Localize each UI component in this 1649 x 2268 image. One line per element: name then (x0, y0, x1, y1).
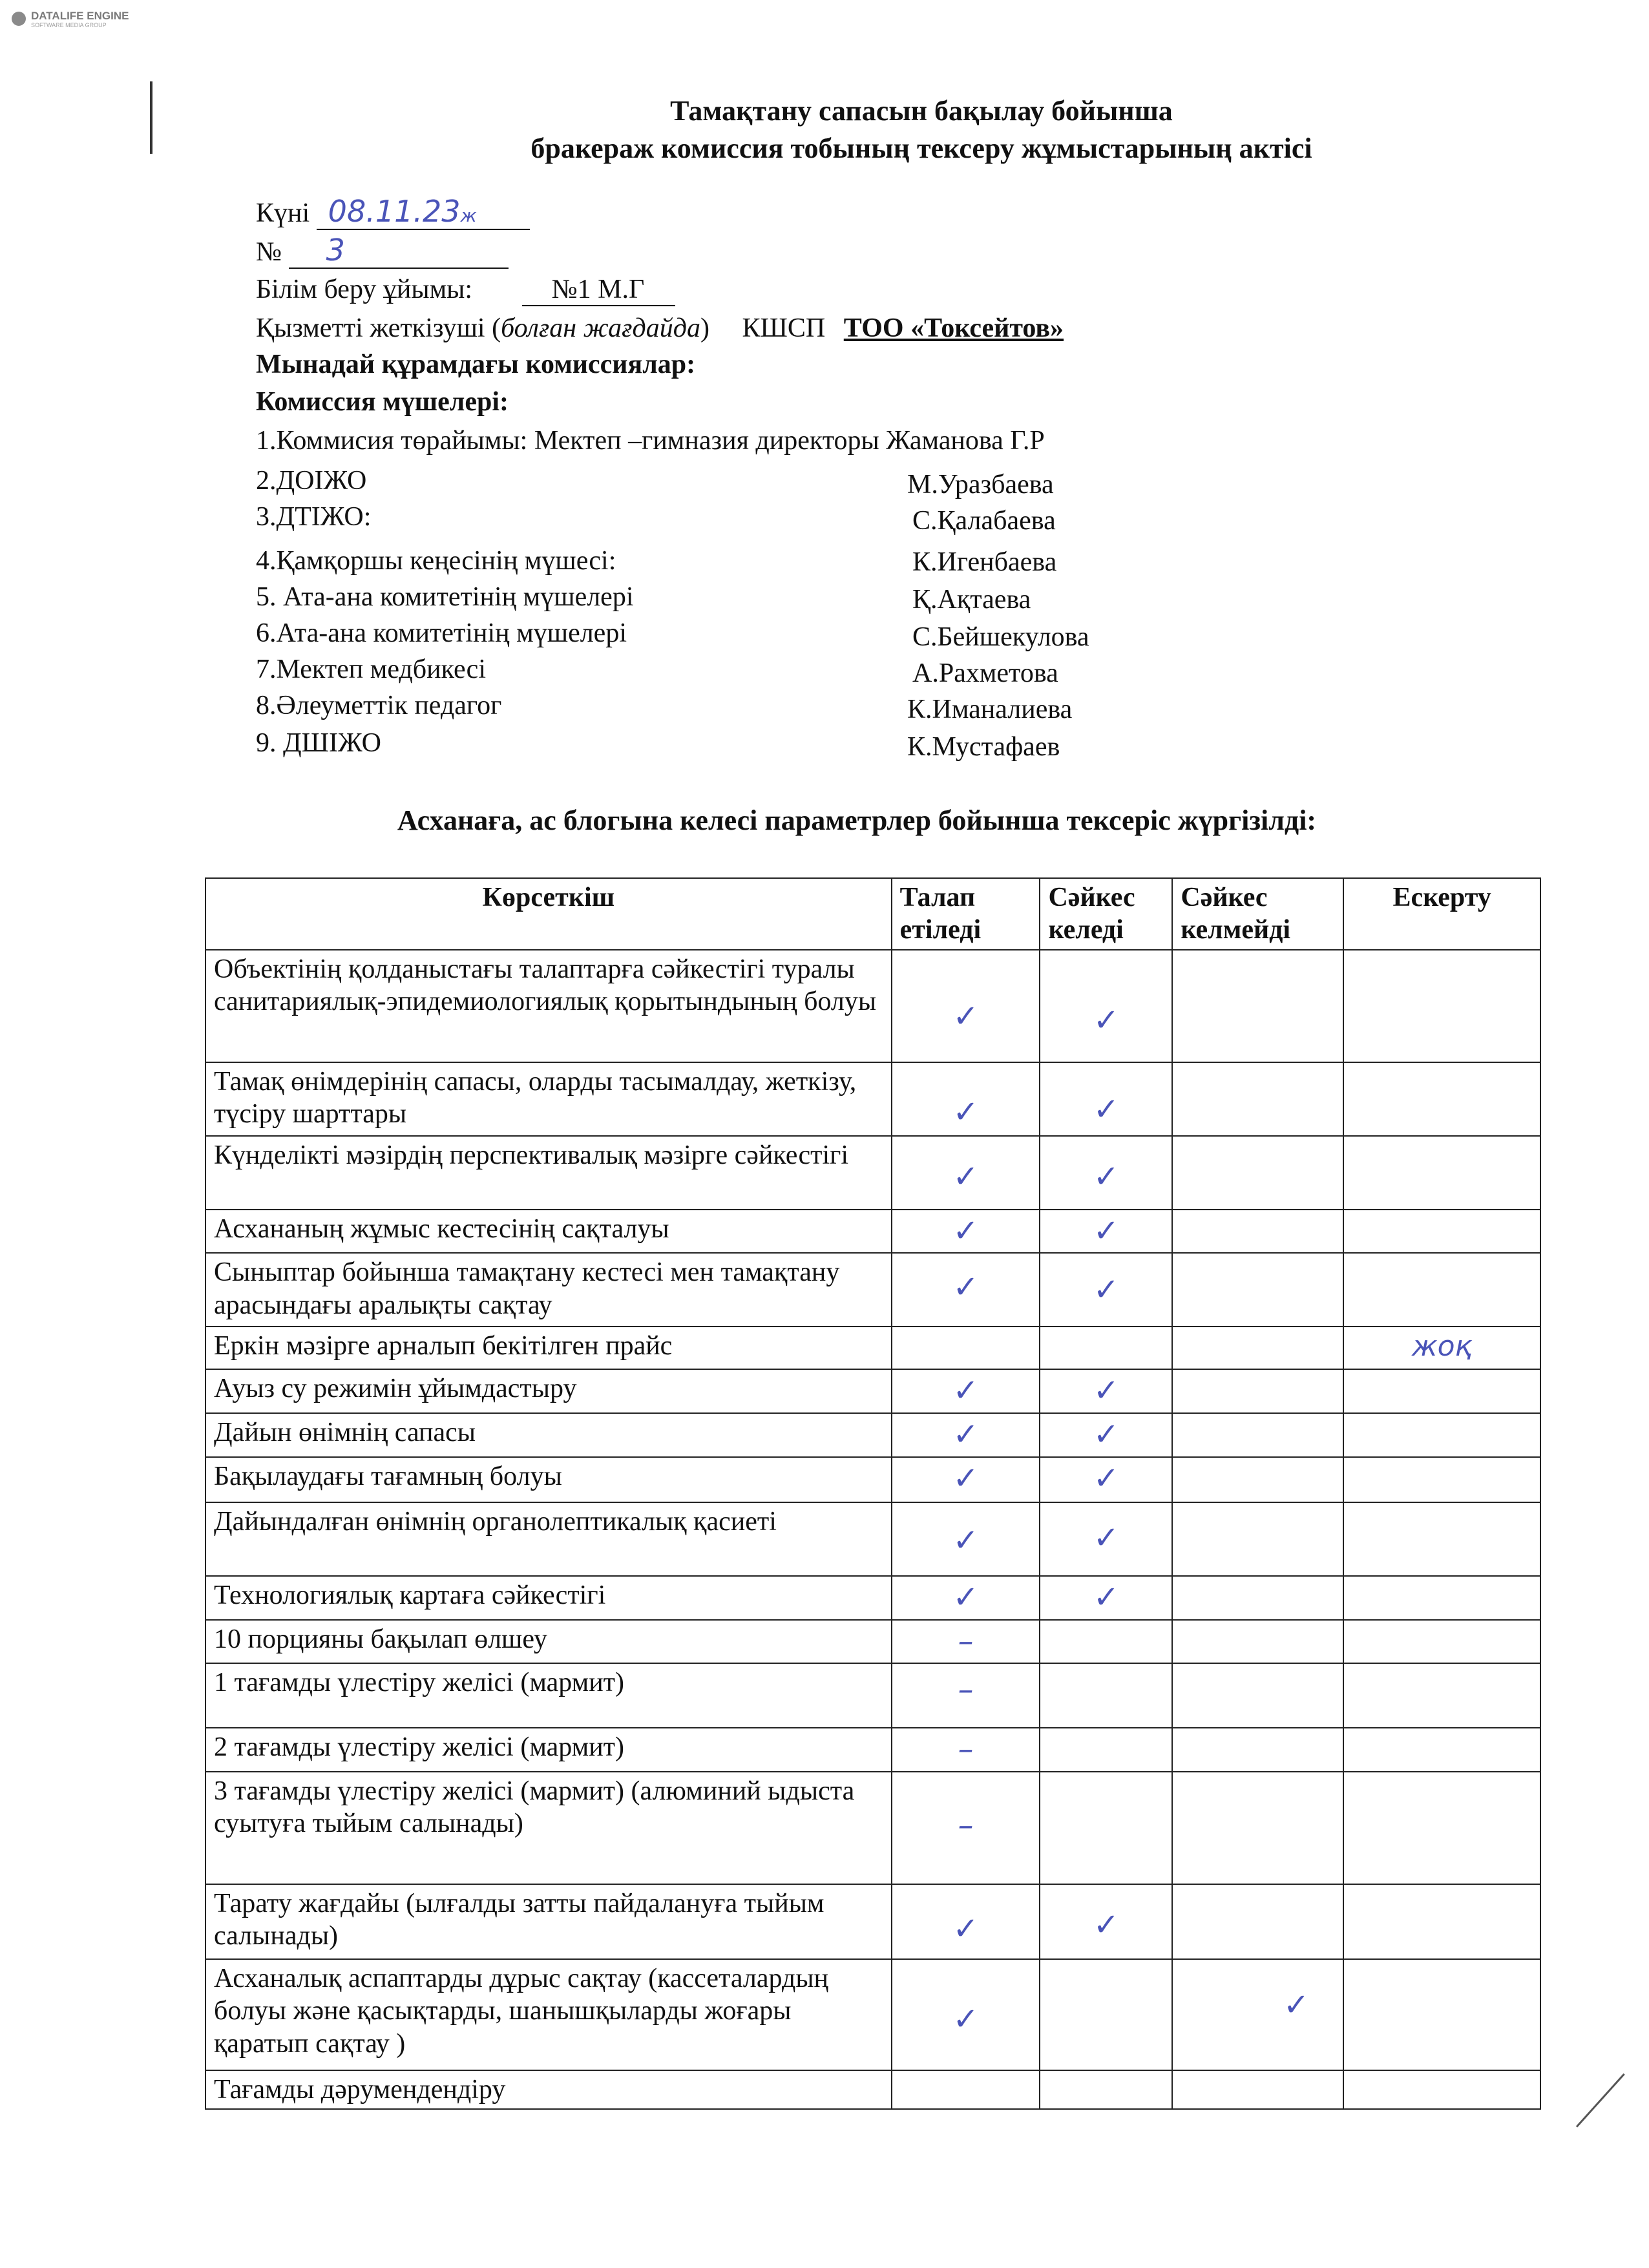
cell-required (892, 1136, 1040, 1210)
row-label: Асхананың жұмыс кестесінің сақталуы (205, 1210, 892, 1254)
cell-complies (1040, 950, 1172, 1062)
table-row (205, 1210, 1540, 1254)
row-label: 3 тағамды үлестіру желісі (мармит) (алюминий ыдыста суытуға тыйым салынады) (205, 1772, 892, 1884)
dash-mark: – (958, 1622, 974, 1659)
cell-complies (1040, 1502, 1172, 1576)
cell-complies (1040, 1576, 1172, 1620)
cell-complies (1040, 1728, 1172, 1772)
cell-not-complies (1172, 1253, 1343, 1327)
dash-mark: – (958, 1731, 974, 1768)
check-mark: ✓ (952, 1579, 979, 1615)
check-mark: ✓ (952, 1093, 979, 1130)
composition-heading: Мынадай құрамдағы комиссиялар: (256, 350, 696, 379)
logo-icon (12, 12, 26, 26)
date-line (256, 194, 530, 230)
check-mark: ✓ (952, 1460, 979, 1496)
check-mark: ✓ (1093, 1372, 1120, 1409)
cell-note (1343, 1413, 1540, 1457)
cell-complies (1040, 1062, 1172, 1136)
cell-not-complies (1172, 2070, 1343, 2109)
cell-note (1343, 1062, 1540, 1136)
col-header-complies: Сәйкес келеді (1040, 878, 1172, 950)
cell-not-complies (1172, 1959, 1343, 2070)
cell-required (892, 1210, 1040, 1254)
check-mark: ✓ (952, 1522, 979, 1559)
cell-note (1343, 1327, 1540, 1369)
org-label: Білім беру ұйымы: (256, 275, 473, 304)
dash-mark: – (958, 1672, 974, 1708)
cell-required (892, 1884, 1040, 1959)
provider-label-italic: болған жағдайда (501, 313, 701, 343)
cell-not-complies (1172, 1210, 1343, 1254)
check-mark: ✓ (952, 1269, 979, 1306)
scan-corner-mark (1576, 2074, 1625, 2128)
cell-complies (1040, 1663, 1172, 1728)
row-label: 1 тағамды үлестіру желісі (мармит) (205, 1663, 892, 1728)
cell-note (1343, 2070, 1540, 2109)
check-mark: ✓ (1093, 1002, 1120, 1038)
table-row (205, 1884, 1540, 1959)
cell-note (1343, 1210, 1540, 1254)
cell-not-complies (1172, 1062, 1343, 1136)
document-title-line-2: бракераж комиссия тобының тексеру жұмыстарының актісі (530, 132, 1312, 164)
row-label: Тарату жағдайы (ылғалды затты пайдалануға тыйым салынады) (205, 1884, 892, 1959)
cell-required (892, 1663, 1040, 1728)
cell-required (892, 1620, 1040, 1664)
org-line (256, 274, 675, 306)
provider-value: ТОО «Токсейтов» (843, 313, 1064, 343)
cell-not-complies (1172, 1457, 1343, 1502)
check-mark: ✓ (1093, 1906, 1120, 1943)
org-value: №1 М.Г (522, 274, 676, 306)
date-suffix: ж (460, 205, 477, 226)
provider-prefix: КШСП (742, 313, 826, 343)
cell-required (892, 2070, 1040, 2109)
member-role: 8.Әлеуметтік педагог (256, 691, 502, 720)
document-title-line-1: Тамақтану сапасын бақылау бойынша (670, 95, 1173, 127)
col-header-indicator: Көрсеткіш (205, 878, 892, 950)
row-label: Ауыз су режимін ұйымдастыру (205, 1369, 892, 1413)
table-row (205, 1502, 1540, 1576)
row-label: Күнделікті мәзірдің перспективалық мәзірге сәйкестігі (205, 1136, 892, 1210)
col-header-not-complies: Сәйкес келмейді (1172, 878, 1343, 950)
cell-not-complies (1172, 1728, 1343, 1772)
cell-note (1343, 1502, 1540, 1576)
cell-note (1343, 1663, 1540, 1728)
cell-note (1343, 1457, 1540, 1502)
check-mark: ✓ (1093, 1272, 1120, 1308)
row-label: 2 тағамды үлестіру желісі (мармит) (205, 1728, 892, 1772)
inspection-table (205, 877, 1541, 2110)
cell-complies (1040, 1136, 1172, 1210)
provider-label-a: Қызметті жеткізуші ( (256, 313, 501, 343)
cell-not-complies (1172, 1772, 1343, 1884)
member-name: А.Рахметова (912, 658, 1058, 688)
cell-note (1343, 1620, 1540, 1664)
cell-note (1343, 1136, 1540, 1210)
row-label: Тамақ өнімдерінің сапасы, оларды тасымалдау, жеткізу, түсіру шарттары (205, 1062, 892, 1136)
cell-required (892, 1413, 1040, 1457)
note-text: жоқ (1412, 1330, 1473, 1363)
row-label: Дайын өнімнің сапасы (205, 1413, 892, 1457)
cell-complies (1040, 1772, 1172, 1884)
number-field (289, 233, 509, 269)
member-role: 3.ДТІЖО: (256, 502, 372, 532)
table-row (205, 1772, 1540, 1884)
row-label: Дайындалған өнімнің органолептикалық қасиеті (205, 1502, 892, 1576)
cell-not-complies (1172, 950, 1343, 1062)
cell-not-complies (1172, 1620, 1343, 1664)
cell-required (892, 1369, 1040, 1413)
cell-complies (1040, 1210, 1172, 1254)
check-mark: ✓ (952, 2000, 979, 2037)
table-row (205, 1663, 1540, 1728)
cell-required (892, 1959, 1040, 2070)
check-mark: ✓ (952, 998, 979, 1034)
member-name: К.Игенбаева (912, 547, 1057, 577)
provider-line (256, 313, 1064, 344)
table-row (205, 2070, 1540, 2109)
cell-not-complies (1172, 1413, 1343, 1457)
check-mark: ✓ (1093, 1460, 1120, 1496)
row-label: Еркін мәзірге арналып бекітілген прайс (205, 1327, 892, 1369)
cell-note (1343, 950, 1540, 1062)
logo-name: DATALIFE ENGINE (31, 10, 129, 22)
logo-subtitle: SOFTWARE MEDIA GROUP (31, 22, 107, 28)
row-label: Тағамды дәрумендендіру (205, 2070, 892, 2109)
cell-note (1343, 1959, 1540, 2070)
cell-complies (1040, 1369, 1172, 1413)
cell-required (892, 1502, 1040, 1576)
cell-not-complies (1172, 1663, 1343, 1728)
check-mark: ✓ (1093, 1579, 1120, 1615)
member-name: К.Иманалиева (907, 695, 1073, 724)
check-mark: ✓ (1093, 1091, 1120, 1128)
member-role: 5. Ата-ана комитетінің мүшелері (256, 582, 634, 612)
table-row (205, 1959, 1540, 2070)
member-role: 7.Мектеп медбикесі (256, 655, 486, 684)
check-mark: ✓ (952, 1212, 979, 1249)
table-row (205, 1253, 1540, 1327)
table-row (205, 1576, 1540, 1620)
cell-complies (1040, 1327, 1172, 1369)
table-row (205, 950, 1540, 1062)
cell-not-complies (1172, 1576, 1343, 1620)
cell-note (1343, 1253, 1540, 1327)
row-label: Асханалық аспаптарды дұрыс сақтау (кассеталардың болуы және қасықтарды, шанышқыларды жоғары қаратып сақтау ) (205, 1959, 892, 2070)
member-name: М.Уразбаева (907, 470, 1054, 499)
cell-required (892, 1576, 1040, 1620)
cell-required (892, 1327, 1040, 1369)
cell-required (892, 1457, 1040, 1502)
table-row (205, 1062, 1540, 1136)
cell-required (892, 1062, 1040, 1136)
cell-not-complies (1172, 1327, 1343, 1369)
cell-note (1343, 1576, 1540, 1620)
member-role: 4.Қамқоршы кеңесінің мүшесі: (256, 546, 616, 576)
cell-note (1343, 1884, 1540, 1959)
members-heading: Комиссия мүшелері: (256, 387, 509, 417)
cell-required (892, 1728, 1040, 1772)
check-mark: ✓ (1283, 1986, 1310, 2023)
commission-chair: 1.Коммисия төрайымы: Мектеп –гимназия директоры Жаманова Г.Р (256, 426, 1045, 456)
table-row (205, 1620, 1540, 1664)
date-field (317, 194, 530, 230)
cell-note (1343, 1772, 1540, 1884)
row-label: Объектінің қолданыстағы талаптарға сәйкестігі туралы санитариялық-эпидемиологиялық қорытындының болуы (205, 950, 892, 1062)
date-label: Күні (256, 198, 310, 228)
table-row (205, 1369, 1540, 1413)
table-row (205, 1136, 1540, 1210)
check-mark: ✓ (1093, 1519, 1120, 1556)
col-header-note: Ескерту (1343, 878, 1540, 950)
provider-label-b: ) (700, 313, 710, 343)
cell-complies (1040, 1620, 1172, 1664)
watermark-logo (12, 10, 129, 28)
table-header-row (205, 878, 1540, 950)
number-line (256, 233, 509, 269)
member-role: 6.Ата-ана комитетінің мүшелері (256, 618, 627, 648)
table-heading: Асханаға, ас блогына келесі параметрлер бойынша тексеріс жүргізілді: (397, 804, 1317, 836)
cell-complies (1040, 1457, 1172, 1502)
col-header-required: Талап етіледі (892, 878, 1040, 950)
table-row (205, 1327, 1540, 1369)
table-row (205, 1728, 1540, 1772)
member-name: К.Мустафаев (907, 732, 1060, 762)
table-row (205, 1457, 1540, 1502)
number-label: № (256, 237, 282, 267)
table-row (205, 1413, 1540, 1457)
row-label: Бақылаудағы тағамның болуы (205, 1457, 892, 1502)
member-name: Қ.Ақтаева (912, 585, 1031, 614)
row-label: Сыныптар бойынша тамақтану кестесі мен тамақтану арасындағы аралықты сақтау (205, 1253, 892, 1327)
cell-complies (1040, 2070, 1172, 2109)
cell-note (1343, 1369, 1540, 1413)
cell-not-complies (1172, 1369, 1343, 1413)
member-name: С.Қалабаева (912, 506, 1056, 536)
cell-complies (1040, 1413, 1172, 1457)
dash-mark: – (958, 1807, 974, 1843)
cell-complies (1040, 1253, 1172, 1327)
member-role: 9. ДШІЖО (256, 728, 381, 758)
cell-not-complies (1172, 1136, 1343, 1210)
number-value: 3 (326, 233, 345, 268)
cell-required (892, 1253, 1040, 1327)
cell-complies (1040, 1884, 1172, 1959)
member-name: С.Бейшекулова (912, 622, 1089, 652)
date-value: 08.11.23 (328, 194, 461, 229)
cell-not-complies (1172, 1502, 1343, 1576)
check-mark: ✓ (952, 1910, 979, 1947)
cell-required (892, 1772, 1040, 1884)
cell-not-complies (1172, 1884, 1343, 1959)
row-label: Технологиялық картаға сәйкестігі (205, 1576, 892, 1620)
member-role: 2.ДОІЖО (256, 466, 367, 496)
check-mark: ✓ (952, 1158, 979, 1195)
check-mark: ✓ (1093, 1212, 1120, 1249)
check-mark: ✓ (952, 1416, 979, 1453)
cell-complies (1040, 1959, 1172, 2070)
check-mark: ✓ (1093, 1416, 1120, 1453)
check-mark: ✓ (952, 1372, 979, 1409)
cell-required (892, 950, 1040, 1062)
check-mark: ✓ (1093, 1158, 1120, 1195)
cell-note (1343, 1728, 1540, 1772)
row-label: 10 порцияны бақылап өлшеу (205, 1620, 892, 1664)
